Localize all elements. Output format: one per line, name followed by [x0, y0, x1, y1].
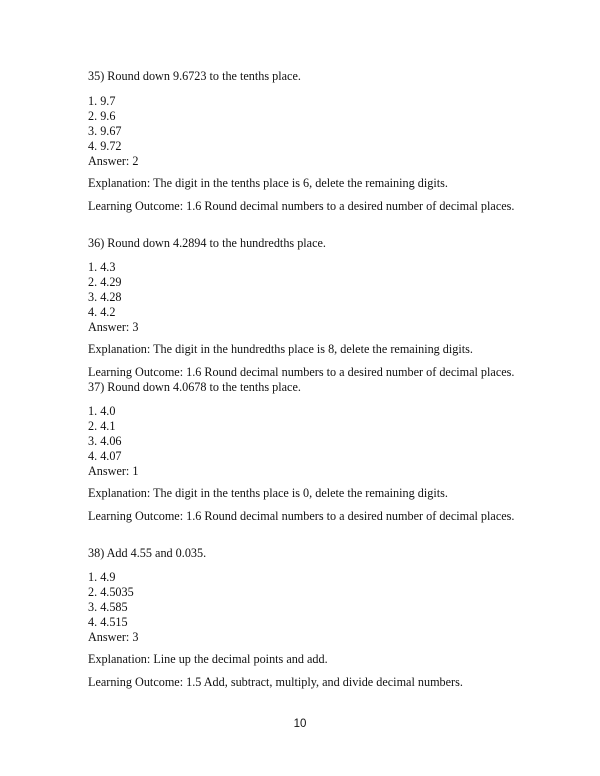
answer-key: Answer: 3 [88, 630, 139, 644]
learning-outcome: Learning Outcome: 1.6 Round decimal numbers to a desired number of decimal places. [88, 509, 515, 523]
answer-option: 4. 9.72 [88, 139, 122, 153]
question-prompt: 36) Round down 4.2894 to the hundredths place. [88, 236, 326, 250]
answer-option: 1. 4.9 [88, 570, 116, 584]
answer-key: Answer: 2 [88, 154, 139, 168]
answer-option: 4. 4.07 [88, 449, 122, 463]
answer-option: 2. 4.5035 [88, 585, 134, 599]
answer-option: 4. 4.515 [88, 615, 128, 629]
answer-option: 3. 4.06 [88, 434, 122, 448]
answer-option: 3. 9.67 [88, 124, 122, 138]
answer-option: 1. 4.3 [88, 260, 116, 274]
answer-key: Answer: 3 [88, 320, 139, 334]
answer-option: 2. 9.6 [88, 109, 116, 123]
question-prompt: 37) Round down 4.0678 to the tenths place. [88, 380, 301, 394]
learning-outcome: Learning Outcome: 1.6 Round decimal numbers to a desired number of decimal places. [88, 365, 515, 379]
question-prompt: 38) Add 4.55 and 0.035. [88, 546, 207, 560]
answer-option: 2. 4.29 [88, 275, 122, 289]
learning-outcome: Learning Outcome: 1.5 Add, subtract, multiply, and divide decimal numbers. [88, 675, 463, 689]
learning-outcome: Learning Outcome: 1.6 Round decimal numbers to a desired number of decimal places. [88, 199, 515, 213]
answer-option: 4. 4.2 [88, 305, 116, 319]
answer-option: 3. 4.585 [88, 600, 128, 614]
answer-option: 1. 9.7 [88, 94, 116, 108]
question-prompt: 35) Round down 9.6723 to the tenths place. [88, 69, 301, 83]
page-number: 10 [293, 718, 307, 730]
answer-option: 3. 4.28 [88, 290, 122, 304]
explanation: Explanation: The digit in the tenths place is 6, delete the remaining digits. [88, 176, 448, 190]
answer-key: Answer: 1 [88, 464, 139, 478]
explanation: Explanation: The digit in the tenths place is 0, delete the remaining digits. [88, 486, 448, 500]
answer-option: 2. 4.1 [88, 419, 116, 433]
explanation: Explanation: The digit in the hundredths place is 8, delete the remaining digits. [88, 342, 473, 356]
explanation: Explanation: Line up the decimal points and add. [88, 652, 328, 666]
answer-option: 1. 4.0 [88, 404, 116, 418]
